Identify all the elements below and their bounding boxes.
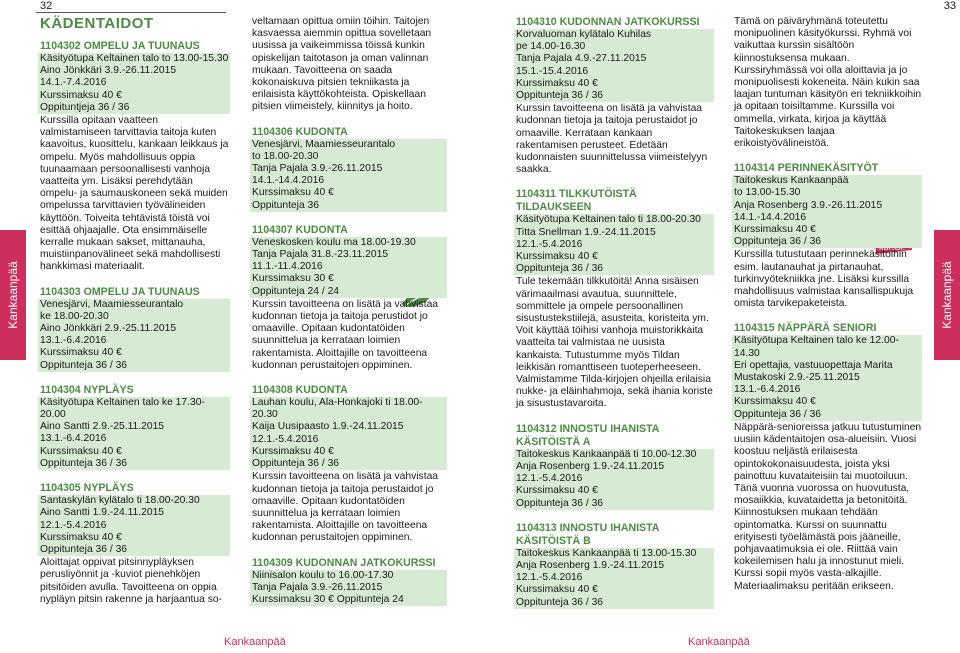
- course-info-line: to 13.00-15.30: [734, 187, 801, 199]
- course-info: [514, 29, 714, 102]
- course-info-line: Tanja Pajala 3.9.-26.11.2015: [252, 163, 383, 175]
- course-info-line: Oppitunteja 24 / 24: [252, 285, 340, 297]
- course-info-line: 13.1.-6.4.2016: [40, 433, 107, 445]
- course-info-line: Kurssimaksu 40 €: [40, 445, 122, 457]
- course-info-line: Eri opettajia, vastuuopettaja Marita: [734, 359, 893, 371]
- course-info-line: Oppitunteja 36 / 36: [40, 543, 128, 555]
- course-info-line: 12.1.-5.4.2016: [516, 572, 583, 584]
- course-title: 1104313 INNOSTU IHANISTA KÄSITÖISTÄ B: [516, 521, 660, 547]
- course-info-line: 11.1.-11.4.2016: [252, 261, 323, 273]
- course-info: [38, 53, 230, 114]
- course-info: [514, 214, 714, 275]
- course-info-line: Taitokeskus Kankaanpää ti 10.00-12.30: [516, 448, 697, 460]
- course-info-line: 14.1.-14.4.2016: [252, 175, 325, 187]
- course-1104303: [40, 286, 230, 372]
- course-info-line: 14.1.-7.4.2016: [40, 77, 107, 89]
- course-info: [38, 299, 230, 372]
- course-info-line: Oppitunteja 36 / 36: [516, 596, 604, 608]
- course-info-line: 15.1.-15.4.2016: [516, 65, 589, 77]
- course-info-line: ke 18.00-20.30: [40, 310, 109, 322]
- course-continued-text: veltamaan opittua omiin töihin. Taitojen kasvaessa aiemmin opittua sovelletaan uusissa ja vaikeimmissa töissä kunkin opiskelijan taitotason ja oman valinnan mukaan. Tavoitteena on saada kokonaiskuva pitsien tekniikasta ja erilaisista käyttökohteista. Opiskellaan pitsien viimeistely, kiinnitys ja hoito.: [252, 16, 432, 113]
- course-description: Kurssin tavoitteena on lisätä ja vahvistaa kudonnan tietoja ja taitoja perustidot jo omaaville. Opitaan kudontatöiden suunnittelua ja kerrataan loimien rakentamista. Aloittajille on tavoitteena kudonnan perustaitojen oppiminen.: [252, 298, 439, 371]
- course-info-line: Taitokeskus Kankaanpää: [734, 175, 849, 187]
- course-info-line: Kurssimaksu 40 €: [252, 445, 334, 457]
- course-info-line: Kurssimaksu 40 €: [252, 187, 334, 199]
- course-info-line: Kurssimaksu 40 €: [40, 89, 122, 101]
- course-description: Näppärä-senioreissa jatkuu tutustuminen uusiin kädentaitojen osa-alueisiin. Vuosi koostuu neljästä erilaisesta opintokokonaisuudesta, joista yksi painottuu kuvataiteisiin tai muotoiluun. Tänä vuonna vuorossa on huovutusta, mosaiikkia, kuvataidetta ja betonitöitä. Kiinnostuksen mukaan tehdään opintomatka. Kurssi on suunnattu erityisesti työelämästä pois jääneille, pohjavaatimuksia ei ole. Riittää vain kokeilemisen halu ja innostunut mieli. Kurssi sopii myös vasta-alkajille. Materiaalimaksu peritään erikseen.: [734, 421, 922, 592]
- course-title: 1104308 KUDONTA: [252, 384, 348, 397]
- course-1104302: [40, 40, 230, 274]
- course-info-line: Kurssimaksu 30 €: [252, 273, 334, 285]
- course-info-line: Aino Santti 1.9.-24.11.2015: [40, 507, 165, 519]
- course-info-line: Oppitunteja 36 / 36: [252, 458, 340, 470]
- course-title: 1104315 NÄPPÄRÄ SENIORI: [734, 322, 877, 335]
- course-info-line: Lauhan koulu, Ala-Honkajoki ti 18.00-20.30: [252, 397, 423, 421]
- course-info-line: Anja Rosenberg 1.9.-24.11.2015: [516, 460, 665, 472]
- course-info-line: Oppitunteja 36 / 36: [40, 359, 128, 371]
- course-info-line: Oppitunteja 36 / 36: [734, 236, 822, 248]
- course-title: 1104305 NYPLÄYS: [40, 482, 134, 495]
- course-description: Kurssin tavoitteena on lisätä ja vahvistaa kudonnan tietoja ja taitoja perustaidot jo omaaville. Opitaan kudontatöiden suunnittelua ja kerrataan loimien rakentamista. Aloittajille on tavoitteena kudonnan perustaitojen oppiminen.: [252, 471, 439, 544]
- course-info: [732, 175, 922, 248]
- course-info-line: to 18.00-20.30: [252, 150, 319, 162]
- footer-right: Kankaanpää: [688, 636, 750, 648]
- course-title: 1104310 KUDONNAN JATKOKURSSI: [516, 16, 700, 28]
- course-1104306: [252, 126, 447, 212]
- course-info-line: Mustakoski 2.9.-25.11.2015: [734, 372, 860, 384]
- page-number-right: 33: [943, 0, 956, 12]
- course-info-line: Käsityötupa Keltainen talo ti 18.00-20.30: [516, 214, 701, 226]
- course-description: Kurssilla tutustutaan perinnekäsitöihin esim. lautanauhat ja pirtanauhat, turkinvyötekniikka jne. Lisäksi kurssilla mahdollisuus valmistaa kansallispukuja omista tarvikepaketeista.: [734, 249, 914, 310]
- course-info: [732, 335, 922, 420]
- course-info: [514, 548, 714, 609]
- course-info-line: Kurssimaksu 40 €: [516, 251, 598, 263]
- course-title: 1104303 OMPELU JA TUUNAUS: [40, 285, 200, 298]
- footer-left: Kankaanpää: [224, 636, 286, 648]
- course-info-line: Käsityötupa Keltainen talo ke 12.00-14.30: [734, 335, 899, 359]
- course-info-line: 13.1.-6.4.2016: [734, 384, 801, 396]
- course-info-line: Anja Rosenberg 1.9.-24.11.2015: [516, 559, 665, 571]
- course-info-line: Oppitunteja 36 / 36: [40, 457, 128, 469]
- course-title: 1104314 PERINNEKÄSITYÖT: [734, 162, 879, 175]
- column-3: [516, 16, 714, 621]
- course-info-line: Kurssimaksu 40 €: [40, 347, 122, 359]
- course-info-line: Käsityötupa Keltainen talo ke 17.30-20.00: [40, 396, 205, 421]
- course-info-line: pe 14.00-16.30: [516, 41, 586, 53]
- course-description: Kurssilla opitaan vaatteen valmistamiseen tarvittavia taitoja kuten kaavoitus, kuosittelu, kankaan leikkaus ja ompelu. Myös mahdollisuus oppia tuunaamaan persoonallisesti vanhoja vaatteita ym. Lisäksi perehdytään ompelu- ja saumauskoneen sekä muiden ompelussa tarvittavien työvälineiden käyttöön. Toiveita tehtävistä töistä voi esittää ohjaajalle. Ota ensimmäiselle kerralle mukaan sakset, mittanauha, muistiinpanovälineet sekä mahdollisesti hankkimasi materiaalit.: [40, 115, 229, 273]
- course-title: 1104302 OMPELU JA TUUNAUS: [40, 40, 200, 52]
- course-info-line: Kurssimaksu 40 €: [734, 396, 816, 408]
- course-1104312: [516, 423, 714, 510]
- course-info-line: Oppitunteja 36 / 36: [516, 497, 604, 509]
- course-info-line: 12.1.-5.4.2016: [516, 238, 583, 250]
- course-info-line: Kurssimaksu 40 €: [734, 224, 816, 236]
- course-info-line: Taitokeskus Kankaanpää ti 13.00-15.30: [516, 547, 697, 559]
- course-info-line: Veneskosken koulu ma 18.00-19.30: [252, 236, 416, 248]
- course-info-line: Titta Snellman 1.9.-24.11.2015: [516, 226, 656, 238]
- course-title: 1104309 KUDONNAN JATKOKURSSI: [252, 556, 436, 569]
- course-1104315: [734, 322, 922, 592]
- course-info-line: Oppitunteja 36 / 36: [734, 408, 822, 420]
- side-tab-left: [0, 230, 26, 360]
- course-info: [38, 495, 230, 556]
- course-info-line: Kaija Uusipaasto 1.9.-24.11.2015: [252, 421, 404, 433]
- course-info-line: Venesjärvi, Maamiesseurantalo: [40, 298, 184, 310]
- page-number-left: 32: [40, 0, 53, 12]
- course-info: [250, 397, 447, 470]
- side-tab-left-label: Kankaanpää: [6, 261, 20, 329]
- course-info: [250, 570, 447, 607]
- course-info: [250, 139, 447, 212]
- course-info-line: Oppituntjeja 36 / 36: [40, 101, 130, 113]
- course-description: Tule tekemään tilkkutöitä! Anna sisäisen värimaailmasi avautua, suunnittele, sommittele ja ompele persoonallinen sisustustekstiilejä, asusteita, koristeita ym. Voit käyttää töihisi vanhoja muistorikkaita vaatteita tai valmistaa ne uusista kankaista. Tutustumme myös Tildan leikkisän romanttiseen tuoteperheeseen. Valmistamme Tilda-kirjojen ohjeilla erilaisia nukke- ja eläinhahmoja, sekä ihania koriste ja sisustustavaroita.: [516, 276, 713, 410]
- course-info-line: Tanja Pajala 31.8.-23.11.2015: [252, 249, 389, 261]
- course-info-line: Oppitunteja 36: [252, 199, 319, 211]
- course-info-line: Kurssimaksu 30 € Oppitunteja 24: [252, 593, 404, 605]
- course-info-line: Oppitunteja 36 / 36: [516, 263, 604, 275]
- course-info-line: 13.1.-6.4.2016: [40, 335, 107, 347]
- column-1: [40, 14, 230, 618]
- column-4: [734, 16, 922, 605]
- course-info: [514, 449, 714, 510]
- course-1104314: [734, 162, 922, 310]
- course-info-line: Venesjärvi, Maamiesseurantalo: [252, 138, 396, 150]
- course-1104305: [40, 482, 230, 606]
- course-info-line: Kurssimaksu 40 €: [40, 531, 122, 543]
- course-1104310: [516, 16, 714, 176]
- course-info: [38, 397, 230, 470]
- course-continued-text: Tämä on päiväryhmänä toteutettu monipuolinen käsityökurssi. Ryhmä voi vaikuttaa kurssin sisältöön kiinnostuksensa mukaan. Kurssiryhmässä voi olla aloittavia ja jo monipuolisesti kokeneita. Näin kukin saa laajan tuntuman käsityön eri tekniikkoihin ja opitaan toisiltamme. Kurssilla voi ommella, virkata, kirjoa ja käyttää Taitokeskuksen laajaa erikoistyövälineistöä.: [734, 16, 922, 150]
- column-2: [252, 16, 447, 618]
- course-info-line: Aino Jönkkäri 3.9.-26.11.2015: [40, 65, 177, 77]
- course-info-line: 12.1.-5.4.2016: [252, 433, 319, 445]
- course-title: 1104304 NYPLÄYS: [40, 383, 134, 396]
- course-info-line: Tanja Pajala 4.9.-27.11.2015: [516, 53, 647, 65]
- course-info-line: 14.1.-14.4.2016: [734, 211, 807, 223]
- course-info-line: Oppitunteja 36 / 36: [516, 90, 604, 102]
- course-title: 1104307 KUDONTA: [252, 223, 348, 236]
- course-info-line: Käsityötupa Keltainen talo to 13.00-15.30: [40, 53, 229, 64]
- course-1104307: [252, 224, 447, 372]
- course-info: [250, 237, 447, 298]
- course-description: Aloittajat oppivat pitsinnypläyksen perusliyönnit ja -kuviot pienehköjen pitsitöiden avulla. Tavoitteena on oppia nypläyn pitsin rakenne ja harjaantua so-: [40, 557, 223, 605]
- course-info-line: Aino Jönkkäri 2.9.-25.11.2015: [40, 323, 177, 335]
- side-tab-right: [934, 230, 960, 360]
- course-info-line: Kurssimaksu 40 €: [516, 77, 598, 89]
- course-1104313: [516, 522, 714, 609]
- course-info-line: Kurssimaksu 40 €: [516, 584, 598, 596]
- course-info-line: 12.1.-5.4.2016: [40, 519, 107, 531]
- course-info-line: Korvaluoman kylätalo Kuhilas: [516, 29, 652, 40]
- course-info-line: Anja Rosenberg 3.9.-26.11.2015: [734, 199, 883, 211]
- section-title: KÄDENTAIDOT: [40, 15, 154, 32]
- course-title: 1104306 KUDONTA: [252, 125, 348, 138]
- course-title: 1104311 TILKKUTÖISTÄ TILDAUKSEEN: [516, 188, 637, 214]
- side-tab-right-label: Kankaanpää: [940, 261, 954, 329]
- course-info-line: Niinisalon koulu to 16.00-17.30: [252, 569, 394, 581]
- course-title: 1104312 INNOSTU IHANISTA KÄSITÖISTÄ A: [516, 422, 660, 448]
- course-info-line: Santaskylän kylätalo ti 18.00-20.30: [40, 495, 200, 507]
- course-info-line: Tanja Pajala 3.9.-26.11.2015: [252, 581, 383, 593]
- course-info-line: 12.1.-5.4.2016: [516, 473, 583, 485]
- course-1104309: [252, 557, 447, 607]
- course-1104308: [252, 384, 447, 544]
- course-info-line: Kurssimaksu 40 €: [516, 485, 598, 497]
- top-rule: [36, 12, 226, 13]
- course-info-line: Aino Santti 2.9.-25.11.2015: [40, 421, 165, 433]
- course-1104311: [516, 188, 714, 410]
- course-1104304: [40, 384, 230, 470]
- course-description: Kurssin tavoitteena on lisätä ja vahvistaa kudonnan tietoja ja taitoja perustaidot jo omaaville. Kerrataan kankaan rakentamisen perusteet. Edetään kudonnaisten suunnittelussa viimeistelyyn saakka.: [516, 103, 708, 176]
